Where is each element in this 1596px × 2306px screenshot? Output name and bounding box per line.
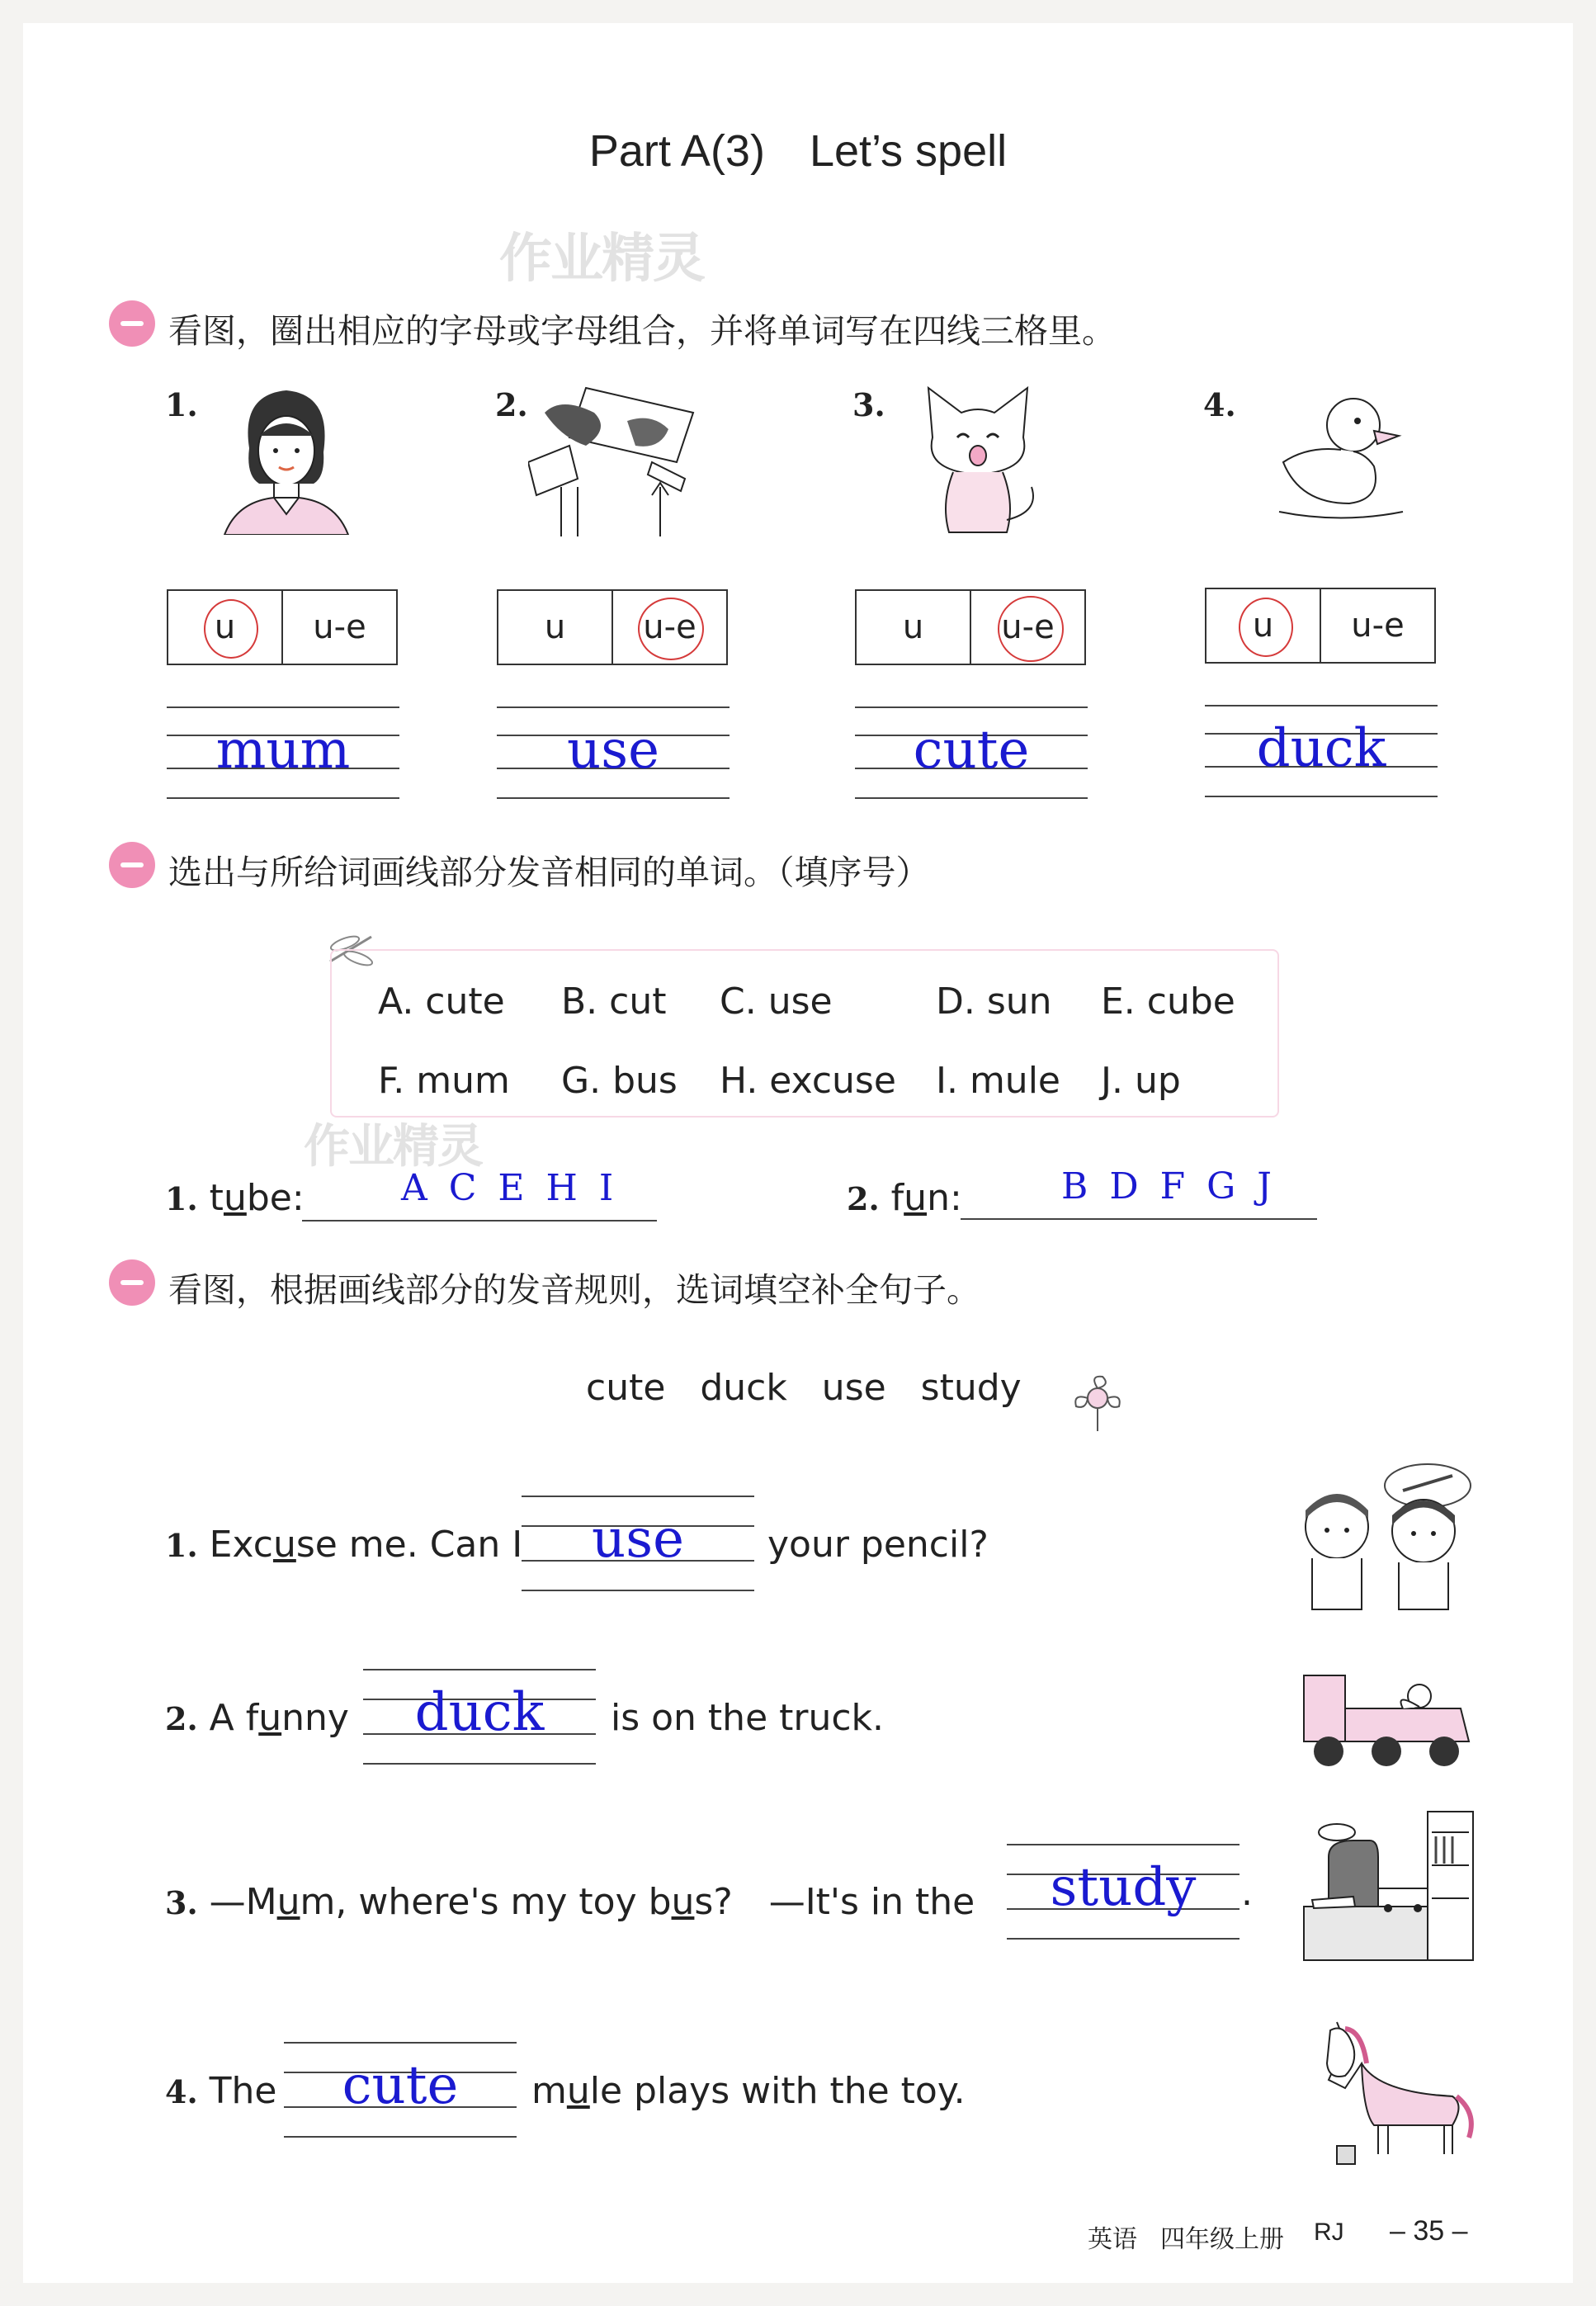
footer-grade: 四年级上册 xyxy=(1160,2225,1284,2254)
item-3-option-ue[interactable]: u-e xyxy=(970,591,1084,664)
item-2-choice-box xyxy=(497,589,728,665)
s3-sentence-1-tail: your pencil? xyxy=(767,1524,989,1566)
item-3-option-u[interactable]: u xyxy=(902,608,924,646)
option-i: I. mule xyxy=(936,1060,1060,1102)
footer-subject: 英语 xyxy=(1088,2225,1137,2254)
hands-using-book-icon xyxy=(528,380,710,536)
kitten-icon xyxy=(916,380,1040,536)
item-3-choice-box xyxy=(855,589,1086,665)
option-a: A. cute xyxy=(378,981,505,1023)
answer-circle xyxy=(204,599,258,659)
item-4-answer: duck xyxy=(1256,718,1386,779)
option-j: J. up xyxy=(1101,1060,1181,1102)
page-number: – 35 – xyxy=(1390,2215,1468,2247)
s3-sentence-4-head: 4. The xyxy=(165,2070,277,2112)
option-f: F. mum xyxy=(378,1060,510,1102)
section-2-instruction: 选出与所给词画线部分发音相同的单词。（填序号） xyxy=(168,853,930,892)
item-3-number: 3. xyxy=(852,386,885,423)
item-2-option-ue[interactable]: u-e xyxy=(611,591,726,664)
s2-question-1: 1. tube: xyxy=(165,1177,305,1219)
s3-sentence-2-tail: is on the truck. xyxy=(611,1697,885,1739)
watermark-2: 作业精灵 xyxy=(304,1120,482,1174)
woman-portrait-icon xyxy=(216,378,357,535)
study-room-icon xyxy=(1296,1807,1477,1973)
item-4-option-u[interactable]: u xyxy=(1206,589,1320,662)
item-1-choice-box xyxy=(167,589,398,665)
item-1-answer: mum xyxy=(215,720,351,781)
item-2-answer: use xyxy=(567,720,659,781)
watermark: 作业精灵 xyxy=(499,229,704,290)
option-b: B. cut xyxy=(561,981,667,1023)
item-2-number: 2. xyxy=(495,386,528,423)
item-1-option-ue[interactable]: u-e xyxy=(281,591,396,664)
item-1-number: 1. xyxy=(165,386,198,423)
option-h: H. excuse xyxy=(720,1060,896,1102)
answer-circle xyxy=(998,596,1064,662)
s3-answer-4: cute xyxy=(342,2055,459,2116)
s3-answer-3: study xyxy=(1050,1857,1197,1918)
s3-sentence-2-head: 2. A funny xyxy=(165,1697,349,1739)
mule-with-toy-icon xyxy=(1312,2014,1477,2171)
flower-icon xyxy=(1065,1368,1131,1434)
answer-circle xyxy=(1239,598,1293,657)
s2-question-2: 2. fun: xyxy=(847,1177,962,1219)
section-1-badge xyxy=(109,300,155,347)
s3-sentence-4-tail: mule plays with the toy. xyxy=(531,2070,966,2112)
option-e: E. cube xyxy=(1101,981,1235,1023)
item-1-option-u[interactable]: u xyxy=(168,591,281,664)
footer-edition: RJ xyxy=(1314,2219,1344,2246)
item-4-number: 4. xyxy=(1203,386,1236,423)
toy-truck-duck-icon xyxy=(1296,1659,1477,1774)
s3-sentence-3-head: 3. —Mum, where's my toy bus? —It's in the xyxy=(165,1881,975,1923)
item-3-answer: cute xyxy=(913,720,1030,781)
s2-answer-2: B D F G J xyxy=(1061,1165,1277,1207)
item-4-option-ue[interactable]: u-e xyxy=(1320,589,1434,662)
page-title: Part A(3) Let’s spell xyxy=(588,126,1008,176)
s3-sentence-1-head: 1. Excuse me. Can I xyxy=(165,1524,523,1566)
duck-icon xyxy=(1275,388,1407,528)
item-4-choice-box xyxy=(1205,588,1436,664)
section-2-badge xyxy=(109,842,155,888)
option-c: C. use xyxy=(720,981,833,1023)
s3-sentence-3-tail: . xyxy=(1241,1872,1253,1914)
s3-answer-2: duck xyxy=(414,1682,545,1743)
option-g: G. bus xyxy=(561,1060,678,1102)
option-d: D. sun xyxy=(936,981,1052,1023)
word-bank: cute duck use study xyxy=(586,1367,1022,1409)
s2-answer-1: A C E H I xyxy=(401,1167,619,1209)
item-2-option-u[interactable]: u xyxy=(544,608,566,646)
answer-circle xyxy=(638,598,704,660)
two-kids-pencil-icon xyxy=(1287,1461,1477,1618)
section-1-instruction: 看图，圈出相应的字母或字母组合，并将单词写在四线三格里。 xyxy=(168,311,1116,351)
section-3-badge xyxy=(109,1259,155,1306)
section-3-instruction: 看图，根据画线部分的发音规则，选词填空补全句子。 xyxy=(168,1270,980,1310)
s3-answer-1: use xyxy=(592,1509,684,1570)
